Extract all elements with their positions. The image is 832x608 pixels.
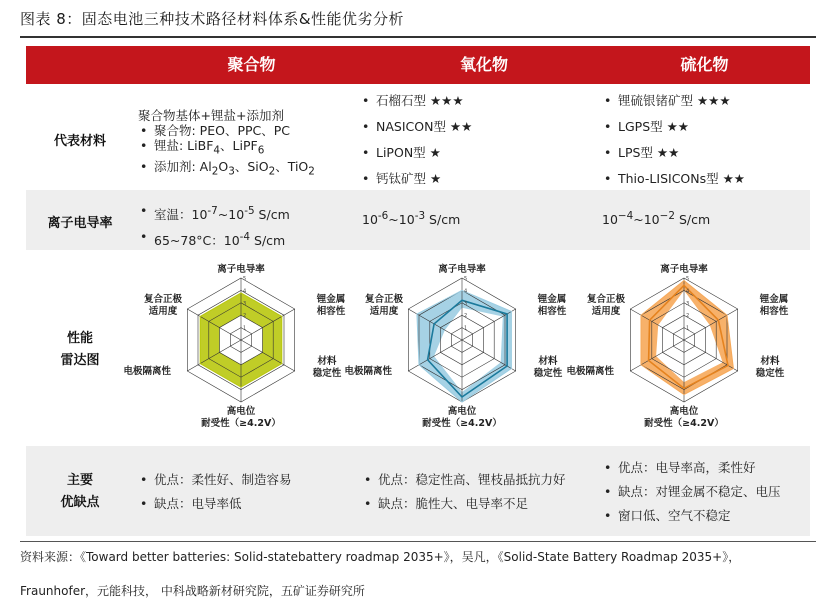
axis-label-composite-cathode: 复合正极 bbox=[364, 294, 404, 305]
axis-label-composite-cathode: 适用度 bbox=[591, 306, 621, 317]
axis-label-high-voltage: 耐受性（≥4.2V） bbox=[644, 418, 724, 429]
list-item: • 缺点：对锂金属不稳定、电压 bbox=[602, 480, 781, 504]
list-item: • 锂盐: LiBF$_4$、LiPF$_6$ bbox=[138, 138, 315, 159]
radar-tick-label: 4 bbox=[464, 288, 468, 295]
axis-label-conductivity: 离子电导率 bbox=[660, 264, 708, 275]
column-header-oxide: 氧化物 bbox=[459, 55, 508, 74]
row-radar bbox=[26, 250, 810, 440]
axis-label-li-compat: 相容性 bbox=[759, 306, 789, 317]
radar-tick-label: 3 bbox=[243, 300, 247, 307]
axis-label-high-voltage: 高电位 bbox=[669, 406, 699, 417]
axis-label-li-compat: 相容性 bbox=[537, 306, 567, 317]
list-item: • 缺点：电导率低 bbox=[138, 492, 292, 516]
list-item: • LPS型 ★★ bbox=[602, 140, 745, 166]
row-label-proscons: 主要 优缺点 bbox=[60, 473, 100, 510]
axis-label-high-voltage: 耐受性（≥4.2V） bbox=[201, 418, 281, 429]
oxide-proscons-list bbox=[362, 468, 566, 516]
axis-label-conductivity: 离子电导率 bbox=[217, 264, 265, 275]
radar-tick-label: 2 bbox=[243, 313, 247, 320]
list-item: • NASICON型 ★★ bbox=[360, 114, 472, 140]
list-item: • 缺点：脆性大、电导率不足 bbox=[362, 492, 566, 516]
radar-tick-label: 1 bbox=[243, 325, 247, 332]
radar-tick-label: 5 bbox=[464, 276, 468, 282]
figure-title: 图表 8：固态电池三种技术路径材料体系&性能优劣分析 bbox=[20, 10, 405, 28]
radar-tick-label: 3 bbox=[464, 300, 468, 307]
radar-tick-label: 4 bbox=[686, 288, 690, 295]
axis-label-composite-cathode: 复合正极 bbox=[586, 294, 626, 305]
radar-tick-label: 2 bbox=[464, 313, 468, 320]
footer-divider bbox=[20, 541, 816, 542]
row-conductivity bbox=[26, 190, 810, 250]
axis-label-li-compat: 相容性 bbox=[316, 306, 346, 317]
oxide-conductivity: $10^{-6}\sim 10^{-3}$ S/cm bbox=[362, 210, 461, 228]
row-label-conductivity: 离子电导率 bbox=[47, 216, 113, 231]
axis-label-li-compat: 锂金属 bbox=[759, 294, 789, 305]
list-item: • 优点：柔性好、制造容易 bbox=[138, 468, 292, 492]
source-line-2: Fraunhofer，元能科技， 中科战略新材研究院，五矿证券研究所 bbox=[20, 584, 365, 598]
axis-label-composite-cathode: 适用度 bbox=[148, 306, 178, 317]
sulfide-proscons-list bbox=[602, 456, 781, 528]
list-item: • 优点：电导率高，柔性好 bbox=[602, 456, 781, 480]
radar-tick-label: 1 bbox=[686, 325, 690, 332]
radar-charts bbox=[26, 250, 810, 440]
axis-label-li-compat: 锂金属 bbox=[316, 294, 346, 305]
axis-label-electrode-isolation: 电极隔离性 bbox=[344, 366, 392, 377]
row-materials bbox=[26, 86, 810, 190]
axis-label-electrode-isolation: 电极隔离性 bbox=[566, 366, 614, 377]
table-header bbox=[26, 46, 810, 84]
list-item: • 添加剂: $Al_2O_3$、SiO$_2$、TiO$_2$ bbox=[138, 159, 315, 180]
axis-label-stability: 材料 bbox=[760, 356, 780, 367]
sulfide-conductivity: $10^{-4}\sim 10^{-2}$ S/cm bbox=[602, 210, 711, 228]
column-header-sulfide: 硫化物 bbox=[680, 55, 729, 74]
axis-label-composite-cathode: 适用度 bbox=[369, 306, 399, 317]
list-item: • LiPON型 ★ bbox=[360, 140, 472, 166]
axis-label-stability: 材料 bbox=[538, 356, 558, 367]
list-item: • Thio-LISICONs型 ★★ bbox=[602, 166, 745, 192]
sulfide-materials-list bbox=[602, 88, 745, 192]
list-item: • 窗口低、空气不稳定 bbox=[602, 504, 781, 528]
polymer-materials-list bbox=[138, 123, 315, 179]
radar-tick-label: 5 bbox=[686, 276, 690, 282]
axis-label-composite-cathode: 复合正极 bbox=[143, 294, 183, 305]
polymer-materials bbox=[138, 108, 315, 179]
axis-label-electrode-isolation: 电极隔离性 bbox=[123, 366, 171, 377]
list-item: • 优点：稳定性高、锂枝晶抵抗力好 bbox=[362, 468, 566, 492]
list-item: • 聚合物: PEO、PPC、PC bbox=[138, 123, 315, 138]
oxide-materials-list bbox=[360, 88, 472, 192]
column-header-polymer: 聚合物 bbox=[227, 55, 276, 74]
polymer-conductivity-list bbox=[138, 200, 290, 252]
list-item: • 室温：$10^{-7}\sim 10^{-5}$ S/cm bbox=[138, 200, 290, 226]
radar-tick-label: 2 bbox=[686, 313, 690, 320]
radar-tick-label: 1 bbox=[464, 325, 468, 332]
axis-label-high-voltage: 耐受性（≥4.2V） bbox=[422, 418, 502, 429]
row-proscons bbox=[26, 446, 810, 536]
radar-tick-label: 5 bbox=[243, 276, 247, 282]
list-item: • 钙钛矿型 ★ bbox=[360, 166, 472, 192]
source-line-1: 资料来源：《Toward better batteries: Solid-statebattery roadmap 2035+》，吴凡，《Solid-State Battery Roadmap 2035+》， bbox=[20, 550, 741, 564]
axis-label-high-voltage: 高电位 bbox=[447, 406, 477, 417]
axis-label-conductivity: 离子电导率 bbox=[438, 264, 486, 275]
radar-tick-label: 4 bbox=[243, 288, 247, 295]
polymer-materials-heading: 聚合物基体+锂盐+添加剂 bbox=[138, 108, 284, 123]
title-divider bbox=[20, 36, 816, 38]
row-label-materials: 代表材料 bbox=[53, 134, 106, 149]
axis-label-li-compat: 锂金属 bbox=[537, 294, 567, 305]
axis-label-stability: 稳定性 bbox=[533, 368, 563, 379]
polymer-proscons-list bbox=[138, 468, 292, 516]
axis-label-stability: 稳定性 bbox=[755, 368, 785, 379]
row-label-radar: 性能 雷达图 bbox=[60, 331, 100, 368]
axis-label-high-voltage: 高电位 bbox=[226, 406, 256, 417]
list-item: • 锂硫银锗矿型 ★★★ bbox=[602, 88, 745, 114]
axis-label-stability: 稳定性 bbox=[312, 368, 342, 379]
radar-band bbox=[641, 280, 733, 394]
list-item: • LGPS型 ★★ bbox=[602, 114, 745, 140]
list-item: • 石榴石型 ★★★ bbox=[360, 88, 472, 114]
axis-label-stability: 材料 bbox=[317, 356, 337, 367]
radar-tick-label: 3 bbox=[686, 300, 690, 307]
list-item: • 65~78°C：$10^{-4}$ S/cm bbox=[138, 226, 290, 252]
